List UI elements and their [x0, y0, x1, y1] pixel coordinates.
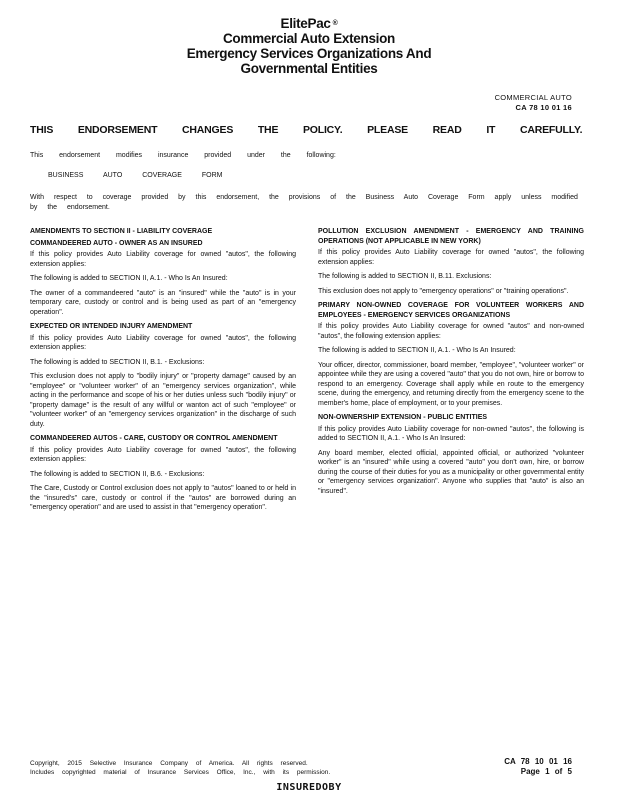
section-heading: COMMANDEERED AUTOS - CARE, CUSTODY OR CONTROL AMENDMENT [30, 435, 278, 442]
section-heading: POLLUTION EXCLUSION AMENDMENT - EMERGENCY AND TRAINING OPERATIONS (NOT APPLICABLE IN NEW YORK) [318, 228, 584, 245]
page-footer-id [504, 757, 572, 777]
section-heading: NON-OWNERSHIP EXTENSION - PUBLIC ENTITIES [318, 414, 488, 421]
section-paragraph: If this policy provides Auto Liability coverage for owned "autos", the following extension applies: [30, 446, 296, 463]
section-paragraph: The following is added to SECTION II, A.1. - Who Is An Insured: [30, 275, 228, 282]
title-line-3: Emergency Services Organizations And [186, 46, 432, 61]
left-column [30, 227, 296, 518]
section-paragraph: The following is added to SECTION II, B.1. - Exclusions: [30, 358, 205, 366]
intro-provisions: With respect to coverage provided by this endorsement, the provisions of the Business Auto Coverage Form apply unless modified by the endorsement. [30, 194, 578, 211]
title-brand: ElitePac [280, 16, 331, 31]
title-line-4: Governmental Entities [240, 61, 378, 76]
section-paragraph: Any board member, elected official, appointed official, or authorized "volunteer worker" is an "insured" while using a covered "auto" you don't own, hire, or borrow during the course of their duties for you as a municipality or other governmental entity or "emergency services organization". Anyone who supplies that "auto" is also an "insured". [318, 449, 584, 495]
section-heading: PRIMARY NON-OWNED COVERAGE FOR VOLUNTEER WORKERS AND EMPLOYEES - EMERGENCY SERVICES ORGANIZATIONS [318, 302, 584, 319]
section-paragraph: If this policy provides Auto Liability coverage for owned "autos", the following extension applies: [30, 251, 296, 268]
section-paragraph: If this policy provides Auto Liability coverage for owned "autos", the following extension applies: [30, 334, 296, 351]
section-paragraph: Your officer, director, commissioner, board member, "employee", "volunteer worker" or appointee while they are using a covered "auto" that you do not own, hire or borrow to respond to an emergency. Coverage shall apply while en route to the emergency scene, during the emergency, and returning directly from the emergency scene to the member's home, place of employment, or to your premises. [318, 361, 584, 407]
section-paragraph: If this policy provides Auto Liability coverage for owned "autos" and non-owned "autos", the following extension applies: [318, 323, 584, 340]
title-line-2: Commercial Auto Extension [222, 31, 396, 46]
section-paragraph: This exclusion does not apply to "bodily injury" or "property damage" caused by an "employee" or "volunteer worker" of an "emergency services organization", while acting in the performance and scope of his or her duties unless such "bodily injury" or "property damage" is the result of any willful or wanton act of such "employee" or "volunteer worker" of an "emergency services organization" in the discharge of such duty. [30, 373, 296, 428]
section-heading: COMMANDEERED AUTO - OWNER AS AN INSURED [30, 239, 203, 247]
section-heading: AMENDMENTS TO SECTION II - LIABILITY COVERAGE [30, 228, 213, 235]
intro-modifies: This endorsement modifies insurance provided under the following: [30, 152, 336, 159]
endorsement-title [0, 16, 618, 76]
copyright-notice [30, 759, 390, 777]
intro-coverage-form: BUSINESS AUTO COVERAGE FORM [48, 172, 223, 179]
copyright-line-1: Copyright, 2015 Selective Insurance Company of America. All rights reserved. [30, 760, 308, 767]
section-paragraph: The following is added to SECTION II, B.6. - Exclusions: [30, 470, 205, 478]
section-paragraph: If this policy provides Auto Liability coverage for non-owned "autos", the following is added to SECTION II, A.1. - Who Is An Insured: [318, 425, 584, 442]
form-identifier [495, 93, 572, 112]
footer-form-number: CA 78 10 01 16 [504, 757, 572, 766]
section-paragraph: The Care, Custody or Control exclusion does not apply to "autos" loaned to or held in the "insured's" care, custody or control if the "autos" are borrowed during an "emergency operation" and are used to assist in that "emergency operation". [30, 485, 296, 511]
section-heading: EXPECTED OR INTENDED INJURY AMENDMENT [30, 323, 193, 330]
section-paragraph: The following is added to SECTION II, B.11. Exclusions: [318, 273, 492, 280]
right-column [318, 227, 584, 501]
page-number: Page 1 of 5 [520, 767, 572, 776]
form-code: CA 78 10 01 16 [515, 102, 572, 112]
section-paragraph: This exclusion does not apply to "emergency operations" or "training operations". [318, 287, 569, 295]
section-paragraph: The owner of a commandeered "auto" is an "insured" while the "auto" is in your temporary care, custody or control and is being used as part of an "emergency operation". [30, 289, 296, 316]
section-paragraph: The following is added to SECTION II, A.1. - Who Is An Insured: [318, 347, 516, 354]
form-category: COMMERCIAL AUTO [494, 93, 572, 102]
changes-notice: THIS ENDORSEMENT CHANGES THE POLICY. PLEASE READ IT CAREFULLY. [30, 124, 583, 136]
section-paragraph: If this policy provides Auto Liability coverage for owned "autos", the following extension applies: [318, 249, 584, 266]
watermark-text: INSUREDOBY [276, 782, 342, 793]
copyright-line-2: Includes copyrighted material of Insurance Services Office, Inc., with its permission. [30, 769, 331, 776]
registered-mark: ® [332, 20, 338, 27]
